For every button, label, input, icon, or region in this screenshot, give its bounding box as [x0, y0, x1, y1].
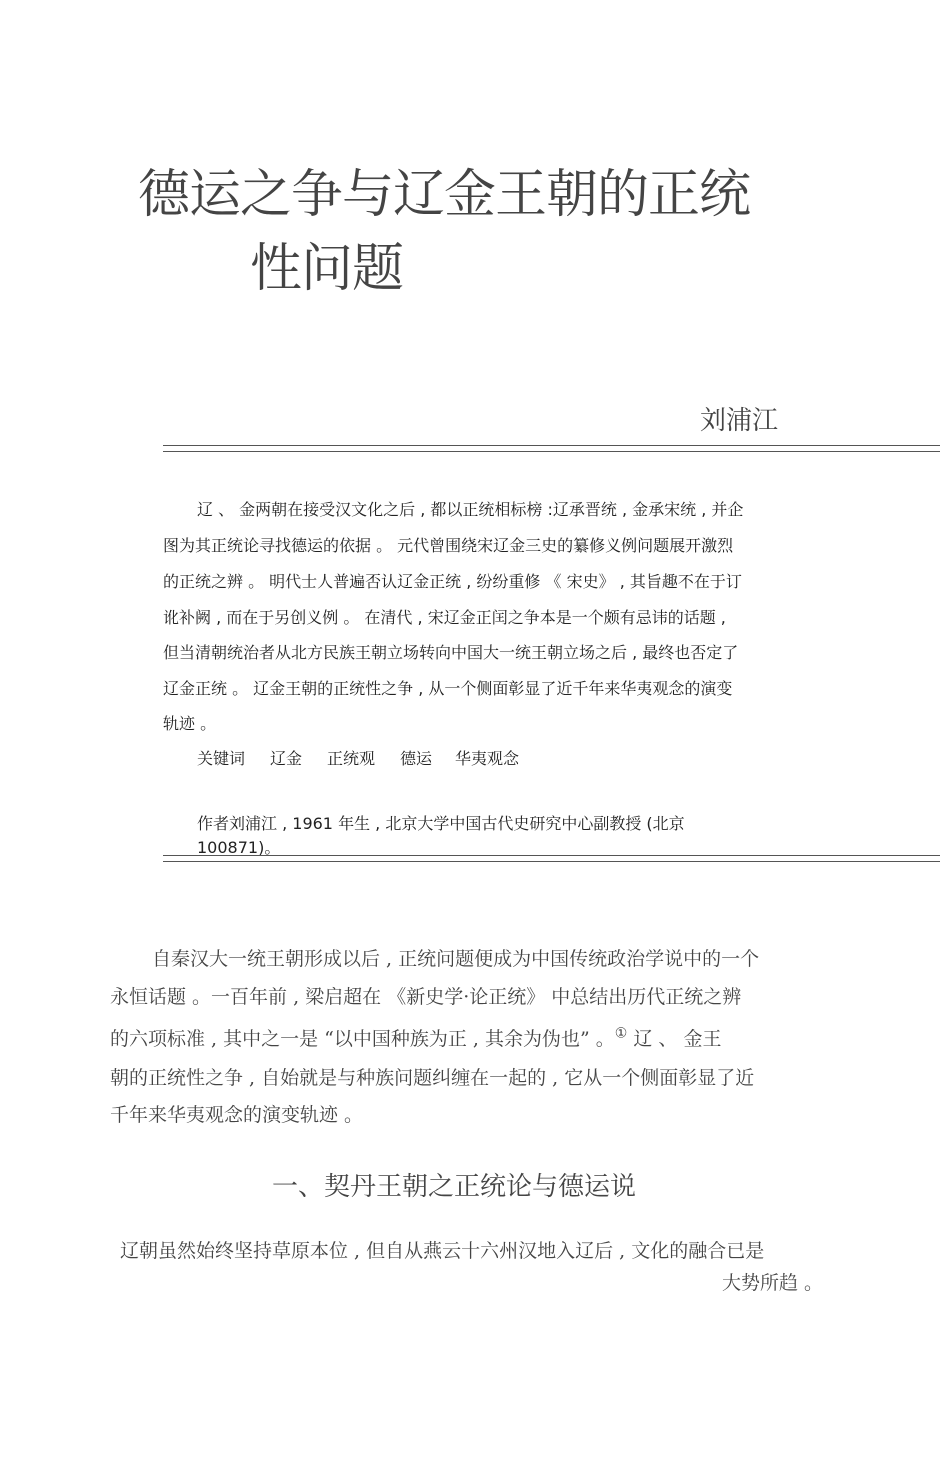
footnote-mark[interactable]: ① [614, 1025, 628, 1042]
body-line: 的六项标准 , 其中之一是 “以中国种族为正 , 其余为伪也” 。① 辽 、 金王 [110, 1025, 722, 1050]
author-note: 100871)。 [197, 838, 281, 857]
abstract-line: 讹补阙 , 而在于另创义例 。 在清代 , 宋辽金正闰之争本是一个颇有忌讳的话题 , [163, 608, 726, 627]
abstract-line: 的正统之辨 。 明代士人普遍否认辽金正统 , 纷纷重修 《 宋史》 , 其旨趣不在于订 [163, 572, 742, 591]
body-line: 自秦汉大一统王朝形成以后 , 正统问题便成为中国传统政治学说中的一个 [152, 948, 760, 970]
body-line: 大势所趋 。 [722, 1272, 824, 1294]
keywords-label: 关键词 [197, 749, 246, 768]
title-line-1: 德运之争与辽金王朝的正统 [138, 165, 751, 225]
abstract-line: 轨迹 。 [163, 714, 217, 733]
abstract-line: 辽 、 金两朝在接受汉文化之后 , 都以正统相标榜 :辽承晋统 , 金承宋统 , 并企 [197, 500, 744, 519]
body-line: 永恒话题 。一百年前 , 梁启超在 《新史学·论正统》 中总结出历代正统之辨 [110, 986, 742, 1008]
body-line: 朝的正统性之争 , 自始就是与种族问题纠缠在一起的 , 它从一个侧面彰显了近 [110, 1067, 755, 1089]
body-line: 千年来华夷观念的演变轨迹 。 [110, 1104, 364, 1126]
abstract-line: 图为其正统论寻找德运的依据 。 元代曾围绕宋辽金三史的纂修义例问题展开激烈 [163, 536, 734, 555]
keyword: 华夷观念 [455, 749, 520, 768]
keyword: 正统观 [327, 749, 376, 768]
body-line: 辽朝虽然始终坚持草原本位 , 但自从燕云十六州汉地入辽后 , 文化的融合已是 [120, 1240, 765, 1262]
title-line-2: 性问题 [250, 239, 404, 299]
abstract-line: 辽金正统 。 辽金王朝的正统性之争 , 从一个侧面彰显了近千年来华夷观念的演变 [163, 679, 733, 698]
keyword: 辽金 [270, 749, 303, 768]
author-note: 作者刘浦江 , 1961 年生 , 北京大学中国古代史研究中心副教授 (北京 [197, 814, 685, 833]
section-heading: 一、契丹王朝之正统论与德运说 [272, 1172, 637, 1202]
abstract-line: 但当清朝统治者从北方民族王朝立场转向中国大一统王朝立场之后 , 最终也否定了 [163, 643, 739, 662]
bottom-double-rule [163, 855, 940, 862]
top-double-rule [163, 445, 940, 452]
author-name: 刘浦江 [700, 406, 779, 436]
keyword: 德运 [400, 749, 433, 768]
